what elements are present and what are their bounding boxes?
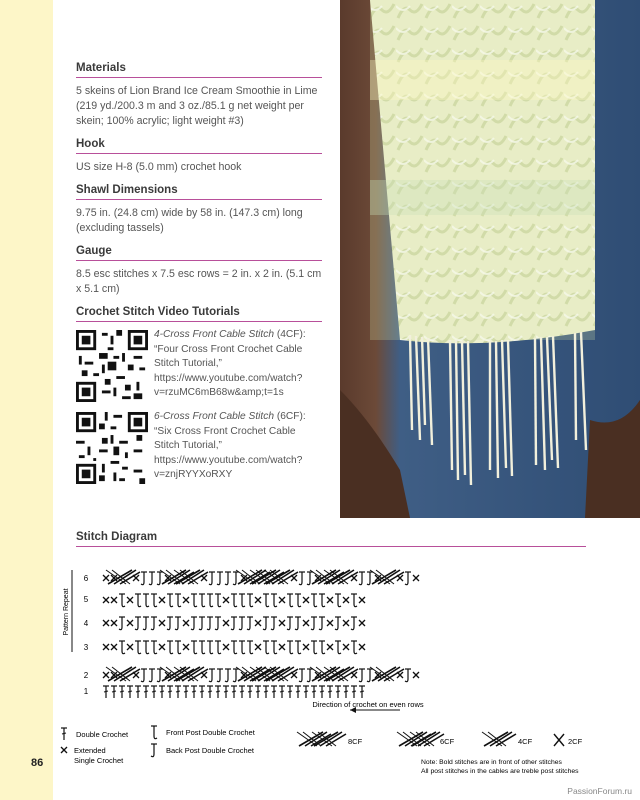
video-tutorials-heading: Crochet Stitch Video Tutorials [76, 306, 322, 322]
stitch-symbol [141, 669, 147, 682]
video-item-4cf [76, 328, 322, 402]
stitch-symbol [151, 617, 157, 630]
stitch-symbol [279, 644, 285, 650]
legend-extended-single: Extended Single Crochet [74, 746, 124, 765]
stitch-symbol [111, 597, 117, 603]
stitch-symbol [295, 641, 301, 654]
stitch-symbol [159, 597, 165, 603]
stitch-symbol [175, 617, 181, 630]
stitch-symbol [119, 686, 125, 698]
stitch-symbol [351, 672, 357, 678]
stitch-symbol [397, 575, 403, 581]
stitch-symbol [335, 617, 341, 630]
stitch-symbol [239, 617, 245, 630]
stitch-symbol [151, 594, 157, 607]
stitch-symbol [207, 594, 213, 607]
stitch-symbol [295, 686, 301, 698]
stitch-symbol [199, 594, 205, 607]
stitch-symbol [175, 686, 181, 698]
stitch-symbol [183, 686, 189, 698]
video-desc-4cf[interactable]: (4CF): “Four Cross Front Crochet Cable Stitch Tutorial,” https://www.youtube.com/watch?v=rzuMC6mB68w&amp;t=1s [154, 329, 306, 398]
stitch-symbol [351, 594, 357, 607]
stitch-symbol [263, 641, 269, 654]
stitch-symbol [207, 641, 213, 654]
video-item-6cf [76, 410, 322, 484]
stitch-symbol [143, 641, 149, 654]
legend-6cf: 6CF [440, 737, 455, 746]
stitch-symbol [359, 669, 365, 682]
stitch-symbol [319, 594, 325, 607]
stitch-symbol [287, 617, 293, 630]
stitch-symbol [119, 617, 125, 630]
gauge-body: 8.5 esc stitches x 7.5 esc rows = 2 in. x 2 in. (5.1 cm x 5.1 cm) [76, 268, 322, 295]
stitch-symbol [133, 575, 139, 581]
stitch-symbol [247, 686, 253, 698]
stitch-symbol [327, 644, 333, 650]
stitch-symbol [239, 686, 245, 698]
stitch-symbol [307, 669, 313, 682]
stitch-symbol [127, 597, 133, 603]
stitch-symbol [303, 686, 309, 698]
stitch-symbol [159, 620, 165, 626]
stitch-symbol [127, 644, 133, 650]
stitch-symbol [207, 617, 213, 630]
dimensions-body: 9.75 in. (24.8 cm) wide by 58 in. (147.3 cm) long (excluding tassels) [76, 207, 303, 234]
stitch-symbol [119, 594, 125, 607]
stitch-symbol [263, 617, 269, 630]
stitch-symbol [343, 686, 349, 698]
materials-body: 5 skeins of Lion Brand Ice Cream Smoothie in Lime (219 yd./200.3 m and 3 oz./85.1 g net weight per skein; 100% acrylic; light weight #3) [76, 85, 318, 127]
stitch-symbol [263, 594, 269, 607]
stitch-symbol [311, 641, 317, 654]
stitch-symbol [295, 594, 301, 607]
stitch-symbol [343, 620, 349, 626]
stitch-symbol [303, 597, 309, 603]
stitch-symbol [207, 686, 213, 698]
stitch-symbol [135, 641, 141, 654]
stitch-symbol [167, 617, 173, 630]
video-desc-6cf[interactable]: (6CF): “Six Cross Front Crochet Cable Stitch Tutorial,” https://www.youtube.com/watch?v=znjRYYXoRXY [154, 411, 306, 480]
stitch-symbol [299, 669, 305, 682]
stitch-symbol [287, 594, 293, 607]
stitch-symbol [279, 686, 285, 698]
stitch-symbol [103, 672, 109, 678]
stitch-symbol [303, 620, 309, 626]
stitch-symbol [299, 572, 305, 585]
row-number-4: 4 [83, 619, 89, 628]
stitch-symbol [367, 669, 373, 682]
stitch-symbol [175, 594, 181, 607]
stitch-symbol [247, 617, 253, 630]
left-margin-band [0, 0, 53, 800]
stitch-symbol [199, 641, 205, 654]
stitch-symbol [307, 572, 313, 585]
stitch-symbol [271, 686, 277, 698]
stitch-symbol [127, 686, 133, 698]
gauge-heading: Gauge [76, 245, 322, 261]
stitch-symbol [231, 617, 237, 630]
stitch-symbol [225, 669, 231, 682]
stitch-symbol [327, 686, 333, 698]
stitch-symbol [199, 617, 205, 630]
shawl-photo [340, 0, 640, 518]
stitch-symbol [149, 572, 155, 585]
stitch-symbol [103, 597, 109, 603]
stitch-symbol [151, 686, 157, 698]
stitch-symbol [359, 620, 365, 626]
stitch-symbol [127, 620, 133, 626]
stitch-symbol [351, 686, 357, 698]
stitch-symbol [295, 617, 301, 630]
stitch-symbol [223, 686, 229, 698]
row-number-6: 6 [83, 574, 89, 583]
stitch-symbol [215, 686, 221, 698]
stitch-symbol [405, 669, 411, 682]
stitch-symbol [103, 644, 109, 650]
stitch-symbol [223, 620, 229, 626]
stitch-symbol [351, 575, 357, 581]
stitch-symbol [111, 644, 117, 650]
stitch-symbol [271, 594, 277, 607]
row-number-1: 1 [83, 687, 89, 696]
stitch-symbol [209, 572, 215, 585]
stitch-symbol [119, 641, 125, 654]
stitch-symbol [159, 686, 165, 698]
stitch-symbol [191, 686, 197, 698]
stitch-symbol [319, 617, 325, 630]
stitch-symbol [413, 575, 419, 581]
stitch-symbol [359, 572, 365, 585]
stitch-symbol [343, 644, 349, 650]
direction-label: Direction of crochet on even rows [312, 700, 424, 709]
stitch-symbol [335, 641, 341, 654]
stitch-symbol [143, 617, 149, 630]
stitch-symbol [239, 641, 245, 654]
legend-8cf: 8CF [348, 737, 363, 746]
stitch-symbol [201, 575, 207, 581]
stitch-symbol [311, 617, 317, 630]
stitch-symbol [111, 620, 117, 626]
stitch-symbol [191, 594, 197, 607]
stitch-symbol [247, 594, 253, 607]
stitch-symbol [183, 644, 189, 650]
legend-note-treble: All post stitches in the cables are treble post stitches [421, 768, 579, 775]
stitch-symbol [413, 672, 419, 678]
stitch-symbol [231, 641, 237, 654]
stitch-symbol [143, 686, 149, 698]
stitch-symbol [359, 686, 365, 698]
stitch-symbol [215, 594, 221, 607]
legend-back-post: Back Post Double Crochet [166, 746, 254, 755]
stitch-symbol [103, 620, 109, 626]
stitch-symbol [135, 617, 141, 630]
stitch-symbol [133, 672, 139, 678]
qr-code-6cf[interactable] [76, 412, 148, 484]
legend-double-crochet: Double Crochet [76, 730, 129, 739]
stitch-symbol [319, 686, 325, 698]
stitch-symbol [149, 669, 155, 682]
row-number-5: 5 [83, 595, 89, 604]
stitch-symbol [217, 669, 223, 682]
stitch-symbol [215, 617, 221, 630]
stitch-symbol [183, 620, 189, 626]
pattern-repeat-label: Pattern Repeat [63, 588, 70, 636]
stitch-rows [103, 570, 419, 698]
stitch-symbol [335, 594, 341, 607]
stitch-symbol [223, 644, 229, 650]
stitch-symbol [233, 669, 239, 682]
row-number-3: 3 [83, 643, 89, 652]
stitch-symbol [183, 597, 189, 603]
legend-2cf: 2CF [568, 737, 583, 746]
stitch-symbol [311, 686, 317, 698]
stitch-symbol [231, 686, 237, 698]
stitch-symbol [209, 669, 215, 682]
stitch-symbol [359, 644, 365, 650]
stitch-symbol [271, 641, 277, 654]
stitch-symbol [279, 597, 285, 603]
stitch-symbol [405, 572, 411, 585]
page-number: 86 [31, 757, 44, 769]
stitch-symbol [351, 641, 357, 654]
stitch-symbol [217, 572, 223, 585]
stitch-symbol [279, 620, 285, 626]
stitch-symbol [319, 641, 325, 654]
stitch-symbol [167, 686, 173, 698]
legend-4cf: 4CF [518, 737, 533, 746]
stitch-symbol [367, 572, 373, 585]
stitch-symbol [157, 572, 163, 585]
video-title-6cf: 6-Cross Front Cable Stitch [154, 411, 275, 422]
stitch-symbol [291, 672, 297, 678]
legend-note-bold: Note: Bold stitches are in front of other stitches [421, 759, 562, 766]
stitch-symbol [167, 594, 173, 607]
hook-heading: Hook [76, 138, 322, 154]
stitch-symbol [327, 597, 333, 603]
stitch-symbol [135, 686, 141, 698]
stitch-symbol [143, 594, 149, 607]
stitch-symbol [255, 597, 261, 603]
stitch-symbol [239, 594, 245, 607]
watermark: PassionForum.ru [567, 786, 632, 796]
hook-body: US size H-8 (5.0 mm) crochet hook [76, 161, 242, 173]
stitch-symbol [199, 686, 205, 698]
stitch-symbol [103, 575, 109, 581]
stitch-symbol [271, 617, 277, 630]
stitch-symbol [291, 575, 297, 581]
stitch-symbol [351, 617, 357, 630]
stitch-symbol [215, 641, 221, 654]
stitch-legend [58, 722, 598, 784]
dimensions-heading: Shawl Dimensions [76, 184, 322, 200]
stitch-symbol [287, 686, 293, 698]
stitch-symbol [233, 572, 239, 585]
row-number-2: 2 [83, 671, 89, 680]
stitch-symbol [303, 644, 309, 650]
stitch-symbol [167, 641, 173, 654]
stitch-symbol [359, 597, 365, 603]
stitch-symbol [287, 641, 293, 654]
video-title-4cf: 4-Cross Front Cable Stitch [154, 329, 275, 340]
stitch-symbol [397, 672, 403, 678]
stitch-symbol [103, 686, 109, 698]
stitch-symbol [327, 620, 333, 626]
stitch-symbol [135, 594, 141, 607]
stitch-symbol [111, 686, 117, 698]
stitch-symbol [159, 644, 165, 650]
materials-heading: Materials [76, 62, 322, 78]
stitch-symbol [255, 644, 261, 650]
stitch-symbol [255, 686, 261, 698]
stitch-symbol [141, 572, 147, 585]
legend-front-post: Front Post Double Crochet [166, 728, 255, 737]
stitch-symbol [343, 597, 349, 603]
qr-code-4cf[interactable] [76, 330, 148, 402]
stitch-symbol [263, 686, 269, 698]
stitch-symbol [191, 641, 197, 654]
stitch-symbol [225, 572, 231, 585]
stitch-symbol [191, 617, 197, 630]
stitch-symbol [247, 641, 253, 654]
stitch-symbol [223, 597, 229, 603]
stitch-symbol [201, 672, 207, 678]
stitch-symbol [157, 669, 163, 682]
stitch-symbol [231, 594, 237, 607]
stitch-diagram [60, 560, 600, 720]
stitch-symbol [255, 620, 261, 626]
pattern-info-column [76, 62, 322, 492]
stitch-symbol [335, 686, 341, 698]
stitch-symbol [175, 641, 181, 654]
stitch-symbol [151, 641, 157, 654]
stitch-diagram-heading: Stitch Diagram [76, 531, 586, 547]
stitch-symbol [311, 594, 317, 607]
